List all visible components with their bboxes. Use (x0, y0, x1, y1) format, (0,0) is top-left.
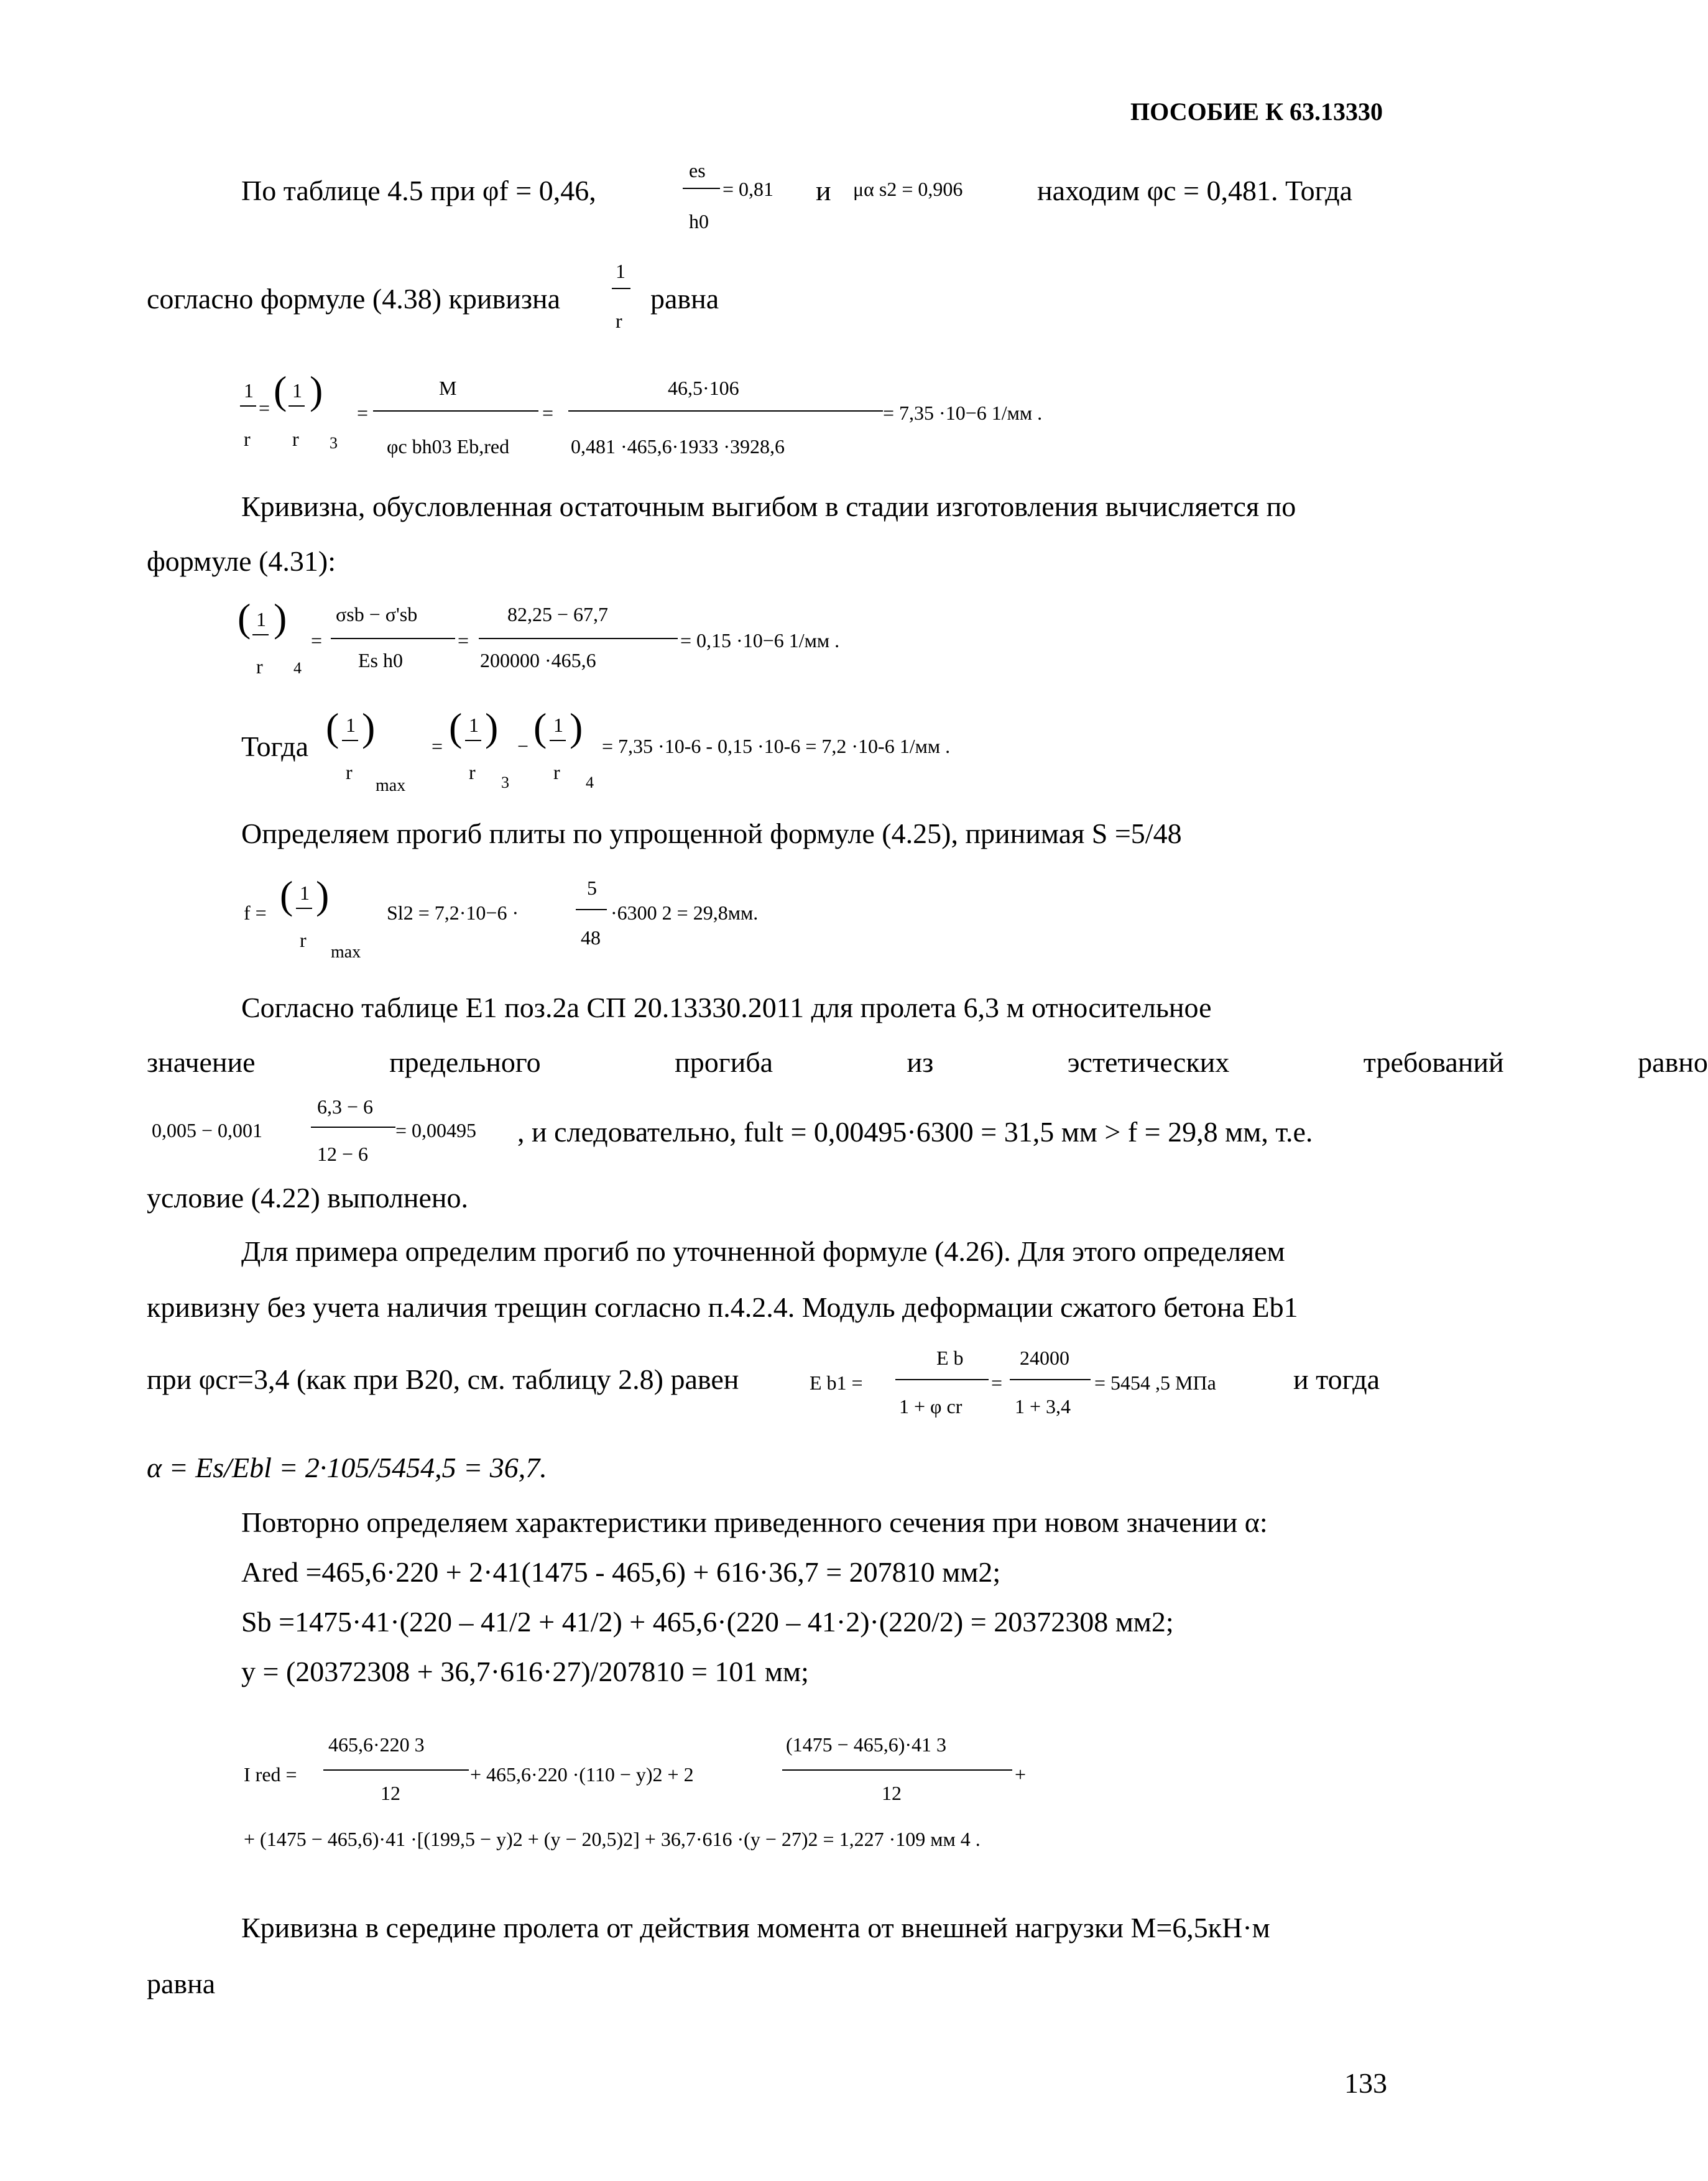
text-line: Тогда (241, 731, 309, 762)
formula-frac-den: 12 (381, 1782, 400, 1804)
text-line: формуле (4.31): (147, 545, 336, 577)
formula-text: f = (244, 901, 267, 924)
paren-right: ) (274, 596, 287, 640)
fraction-bar (576, 909, 607, 910)
fraction-bar (289, 405, 305, 407)
text-line: Повторно определяем характеристики приведенного сечения при новом значении α: (241, 1506, 1268, 1538)
text-line: По таблице 4.5 при φf = 0,46, (241, 175, 596, 206)
text-span: Кривизна в середине пролета от действия момента от внешней нагрузки M=6,5кН·м (241, 1912, 1270, 1944)
text-line: условие (4.22) выполнено. (147, 1182, 469, 1214)
text-span: Кривизна, обусловленная остаточным выгибом в стадии изготовления вычисляется по (241, 491, 1296, 522)
text-line: равна (147, 1968, 216, 1999)
formula-text: + 465,6·220 ·(110 − y)2 + 2 (470, 1763, 694, 1786)
formula-frac-num: 82,25 − 67,7 (507, 603, 609, 625)
formula-frac-den: r (244, 428, 251, 450)
equals-sign: = (542, 402, 554, 424)
formula-frac-num: 5 (587, 877, 597, 899)
fraction-bar (782, 1769, 1012, 1771)
text-line: кривизну без учета наличия трещин согласно п.4.2.4. Модуль деформации сжатого бетона Eb1 (147, 1291, 1298, 1323)
formula-subscript: 4 (293, 659, 302, 677)
equals-sign: = (991, 1372, 1003, 1394)
page-number: 133 (1344, 2067, 1387, 2099)
formula-frac-num: 1 (292, 379, 302, 402)
text-span: Согласно таблице Е1 поз.2а СП 20.13330.2011 для пролета 6,3 м относительное (241, 992, 1212, 1023)
fraction-bar (331, 638, 455, 639)
formula-frac-den: 1 + 3,4 (1015, 1395, 1071, 1418)
formula-frac-den: 200000 ·465,6 (480, 649, 596, 671)
formula-text: = 0,81 (722, 178, 774, 200)
paren-right: ) (362, 705, 376, 749)
formula-text: E b1 = (810, 1372, 863, 1394)
formula-frac-num: 1 (244, 379, 254, 402)
paren-left: ( (449, 705, 463, 749)
fraction-bar (252, 634, 269, 635)
formula-text: = 0,15 ·10−6 1/мм . (680, 629, 840, 652)
fraction-bar (240, 405, 256, 407)
formula-frac-num: 6,3 − 6 (317, 1095, 374, 1118)
formula-frac-num: es (689, 159, 706, 182)
paren-left: ( (280, 873, 293, 917)
formula-frac-num: (1475 − 465,6)·41 3 (786, 1733, 947, 1756)
formula-frac-den: r (292, 428, 299, 450)
fraction-bar (1010, 1379, 1091, 1380)
formula-frac-den: r (616, 310, 622, 332)
formula-frac-den: r (346, 761, 353, 783)
formula-subscript: 4 (586, 773, 594, 791)
formula-frac-den: r (469, 761, 476, 783)
equals-sign: = (432, 735, 443, 757)
text-line (241, 1914, 1393, 1942)
formula-frac-num: E b (936, 1347, 964, 1369)
formula-subscript: max (376, 776, 406, 795)
formula-text: + (1015, 1763, 1027, 1786)
text-line: и (816, 175, 831, 206)
text-line (241, 994, 1393, 1022)
text-line: равна (650, 283, 719, 315)
text-line: α = Es/Ebl = 2·105/5454,5 = 36,7. (147, 1452, 547, 1483)
fraction-bar (296, 908, 312, 909)
formula-text: ·6300 2 = 29,8мм. (611, 901, 759, 924)
paren-left: ( (274, 368, 287, 412)
minus-sign: − (517, 735, 529, 757)
formula-text: 0,005 − 0,001 (152, 1119, 263, 1141)
text-line (241, 492, 1393, 521)
fraction-bar (895, 1379, 989, 1380)
formula-text: = 0,00495 (395, 1119, 477, 1141)
fraction-bar (342, 740, 358, 741)
formula-frac-num: 1 (469, 714, 479, 736)
fraction-bar (311, 1127, 395, 1128)
text-line: и тогда (1293, 1363, 1380, 1395)
formula-text: = 7,35 ·10-6 - 0,15 ·10-6 = 7,2 ·10-6 1/мм . (602, 735, 951, 757)
text-line: согласно формуле (4.38) кривизна (147, 283, 561, 315)
equals-sign: = (458, 629, 469, 652)
fraction-bar (612, 288, 630, 289)
formula-text: μα s2 = 0,906 (853, 178, 963, 200)
paren-right: ) (310, 368, 323, 412)
text-line: значение предельного прогиба из эстетических требований равно (147, 1046, 1708, 1078)
equals-sign: = (259, 397, 270, 419)
formula-frac-num: 465,6·220 3 (328, 1733, 425, 1756)
formula-frac-den: r (553, 761, 560, 783)
formula-frac-num: 1 (616, 260, 625, 282)
formula-text: = 5454 ,5 МПа (1094, 1372, 1216, 1394)
equals-sign: = (311, 629, 323, 652)
text-line: находим φc = 0,481. Тогда (1037, 175, 1353, 206)
fraction-bar (479, 638, 678, 639)
formula-frac-den: r (300, 929, 307, 951)
formula-frac-den: 48 (581, 926, 601, 949)
fraction-bar (465, 740, 481, 741)
formula-frac-num: σsb − σ'sb (336, 603, 418, 625)
text-line: y = (20372308 + 36,7·616·27)/207810 = 101 мм; (241, 1656, 809, 1687)
paren-right: ) (316, 873, 330, 917)
formula-frac-den: h0 (689, 210, 709, 233)
text-line: , и следовательно, fult = 0,00495·6300 = 31,5 мм > f = 29,8 мм, т.е. (517, 1116, 1313, 1148)
formula-subscript: max (331, 943, 361, 962)
paren-right: ) (485, 705, 499, 749)
text-line: Sb =1475·41·(220 – 41/2 + 41/2) + 465,6·(220 – 41·2)·(220/2) = 20372308 мм2; (241, 1606, 1174, 1638)
formula-subscript: 3 (330, 434, 338, 452)
text-span: Для примера определим прогиб по уточненной формуле (4.26). Для этого определяем (241, 1235, 1285, 1267)
paren-left: ( (326, 705, 339, 749)
running-title: ПОСОБИЕ К 63.13330 (1130, 98, 1383, 126)
formula-frac-den: r (256, 655, 263, 678)
fraction-bar (323, 1769, 469, 1771)
formula-frac-den: φc bh03 Eb,red (387, 435, 510, 458)
equals-sign: = (357, 402, 369, 424)
formula-frac-den: Es h0 (358, 649, 403, 671)
paren-left: ( (533, 705, 547, 749)
paren-left: ( (238, 596, 251, 640)
formula-frac-den: 12 − 6 (317, 1143, 369, 1165)
formula-frac-num: 1 (346, 714, 356, 736)
formula-frac-den: 1 + φ cr (899, 1395, 962, 1418)
formula-frac-den: 0,481 ·465,6·1933 ·3928,6 (571, 435, 785, 458)
fraction-bar (373, 410, 538, 412)
formula-text: + (1475 − 465,6)·41 ·[(199,5 − y)2 + (y − 20,5)2] + 36,7·616 ·(y − 27)2 = 1,227 ·109 мм 4 . (244, 1828, 981, 1850)
formula-frac-num: M (439, 377, 457, 399)
formula-text: Sl2 = 7,2·10−6 · (387, 901, 519, 924)
fraction-bar (568, 410, 883, 412)
formula-subscript: 3 (501, 773, 509, 791)
fraction-bar (683, 188, 720, 189)
text-line: Определяем прогиб плиты по упрощенной формуле (4.25), принимая S =5/48 (241, 818, 1182, 849)
formula-frac-num: 1 (256, 608, 266, 630)
formula-frac-num: 46,5·106 (668, 377, 739, 399)
fraction-bar (550, 740, 566, 741)
paren-right: ) (570, 705, 583, 749)
text-line: Ared =465,6·220 + 2·41(1475 - 465,6) + 616·36,7 = 207810 мм2; (241, 1556, 1001, 1588)
formula-text: I red = (244, 1763, 297, 1786)
text-line: при φcr=3,4 (как при В20, см. таблицу 2.8) равен (147, 1363, 739, 1395)
formula-frac-num: 1 (553, 714, 563, 736)
formula-frac-num: 24000 (1020, 1347, 1069, 1369)
text-line (241, 1237, 1393, 1266)
formula-text: = 7,35 ·10−6 1/мм . (883, 402, 1043, 424)
formula-frac-den: 12 (882, 1782, 902, 1804)
formula-frac-num: 1 (300, 882, 310, 904)
